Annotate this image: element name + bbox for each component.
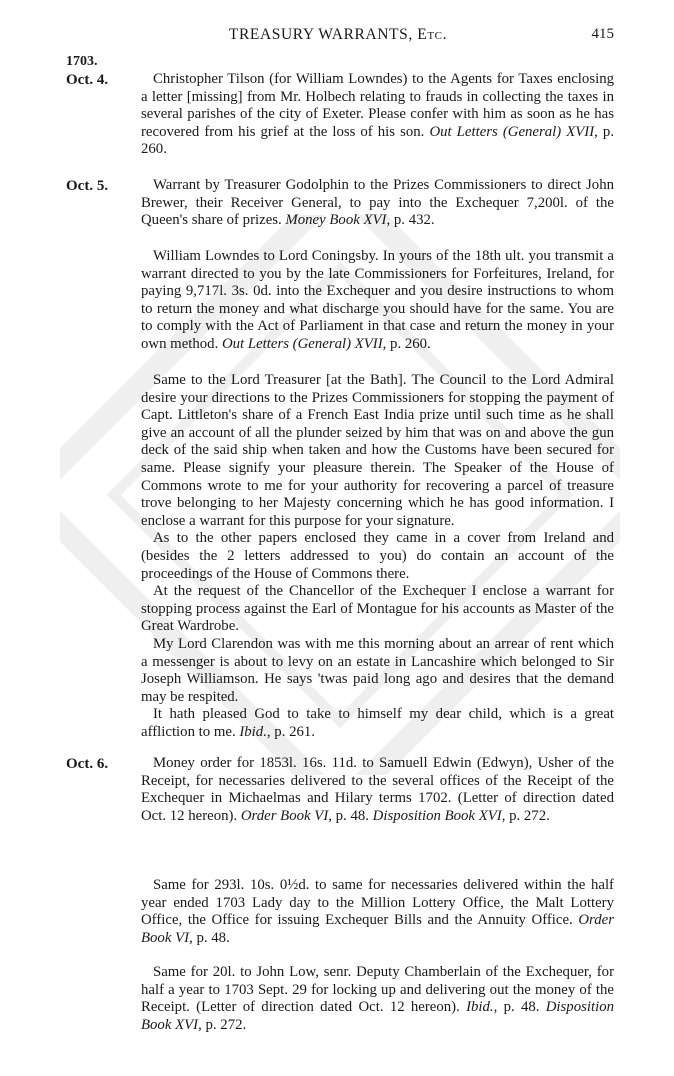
source-ref: Order Book VI xyxy=(141,912,614,946)
entry-oct-5 xyxy=(66,177,614,230)
entry-text: William Lowndes to Lord Coningsby. In yours of the 18th ult. you transmit a warrant directed to you by the late Commissioners for Forfeitures, Ireland, for paying 9,717l. 3s. 0d. into the Exchequer and you desire instructions to whom to return the money and what discharge you should have for the same. You are to comply with the Act of Parliament in that case and return the money in your own method. Out Letters (General) XVII, p. 260. xyxy=(141,248,614,352)
entry-date: Oct. 5. xyxy=(66,178,109,194)
source-ref: Out Letters (General) XVII xyxy=(221,335,383,352)
entry-text: Money order for 1853l. 16s. 11d. to Samuell Edwin (Edwyn), Usher of the Receipt, for necessaries delivered to the several offices of the Receipt of the Exchequer in Michaelmas and Hilary terms 1702. (Letter of direction dated Oct. 12 hereon). Order Book VI, p. 48. Disposition Book XVI, p. 272. xyxy=(141,755,614,824)
running-head xyxy=(62,26,614,46)
entry-paragraph: It hath pleased God to take to himself my dear child, which is a great affliction to me. Ibid., p. 261. xyxy=(141,706,614,740)
entry-date: Oct. 6. xyxy=(66,756,109,772)
page-title: TREASURY WARRANTS, Etc. xyxy=(228,26,448,43)
source-ref: Out Letters (General) XVII xyxy=(429,123,595,140)
entry-oct-6 xyxy=(66,755,614,825)
page-number: 415 xyxy=(591,26,614,42)
entry-text: Warrant by Treasurer Godolphin to the Prizes Commissioners to direct John Brewer, their Receiver General, to pay into the Exchequer 7,200l. of the Queen's share of prizes. Money Book XVI, p. 432. xyxy=(141,177,614,229)
entry-text: Same for 293l. 10s. 0½d. to same for necessaries delivered within the half year ended 1703 Lady day to the Million Lottery Office, the Malt Lottery Office, the Office for issuing Exchequer Bills and the Annuity Office. Order Book VI, p. 48. xyxy=(141,877,614,946)
entry-lord-treasurer xyxy=(66,372,614,741)
source-ref: Disposition Book XVI xyxy=(141,999,614,1033)
entry-text: Same to the Lord Treasurer [at the Bath]. The Council to the Lord Admiral desire your directions to the Prizes Commissioners for stopping the payment of Capt. Littleton's share of a French East India prize until such time as he shall give an account of all the plunder seized by him that was on and above the gun deck of the said ship when taken and how the Customs have been secured for same. Please signify your pleasure therein. The Speaker of the House of Commons wrote to me for your authority for recovering a parcel of treasure trove belonging to her Majesty concerning which he has good information. I enclose a warrant for this purpose for your signature. xyxy=(141,372,614,529)
entry-paragraph: As to the other papers enclosed they came in a cover from Ireland and (besides the 2 letters addressed to you) do contain an account of the proceedings of the House of Commons there. xyxy=(141,530,614,582)
entry-necessaries xyxy=(66,877,614,947)
entry-john-low xyxy=(66,964,614,1034)
entry-paragraph: At the request of the Chancellor of the Exchequer I enclose a warrant for stopping process against the Earl of Montague for his accounts as Master of the Great Wardrobe. xyxy=(141,583,614,635)
source-ref: Disposition Book XVI xyxy=(372,807,502,824)
source-ref: Money Book XVI xyxy=(285,212,387,229)
entry-date: Oct. 4. xyxy=(66,72,109,88)
entry-text: Same for 20l. to John Low, senr. Deputy Chamberlain of the Exchequer, for half a year to 1703 Sept. 29 for locking up and delivering out the money of the Receipt. (Letter of direction dated Oct. 12 hereon). Ibid., p. 48. Disposition Book XVI, p. 272. xyxy=(141,964,614,1033)
year-heading: 1703. xyxy=(66,54,98,69)
entry-oct-4 xyxy=(66,71,614,159)
entry-lowndes-coningsby xyxy=(66,248,614,354)
source-ref: Order Book VI xyxy=(240,807,329,824)
entry-paragraph: My Lord Clarendon was with me this morning about an arrear of rent which a messenger is about to levy on an estate in Lancashire which belonged to Sir Joseph Williamson. He says 'twas paid long ago and desires that the demand may be respited. xyxy=(141,635,614,705)
source-ref: Ibid. xyxy=(466,999,494,1016)
entry-text: Christopher Tilson (for William Lowndes) to the Agents for Taxes enclosing a letter [missing] from Mr. Holbech relating to frauds in collecting the taxes in several parishes of the city of Exeter. Please confer with him as soon as he has recovered from his grief at the loss of his son. Out Letters (General) XVII, p. 260. xyxy=(141,71,615,158)
source-ref: Ibid. xyxy=(239,723,267,740)
